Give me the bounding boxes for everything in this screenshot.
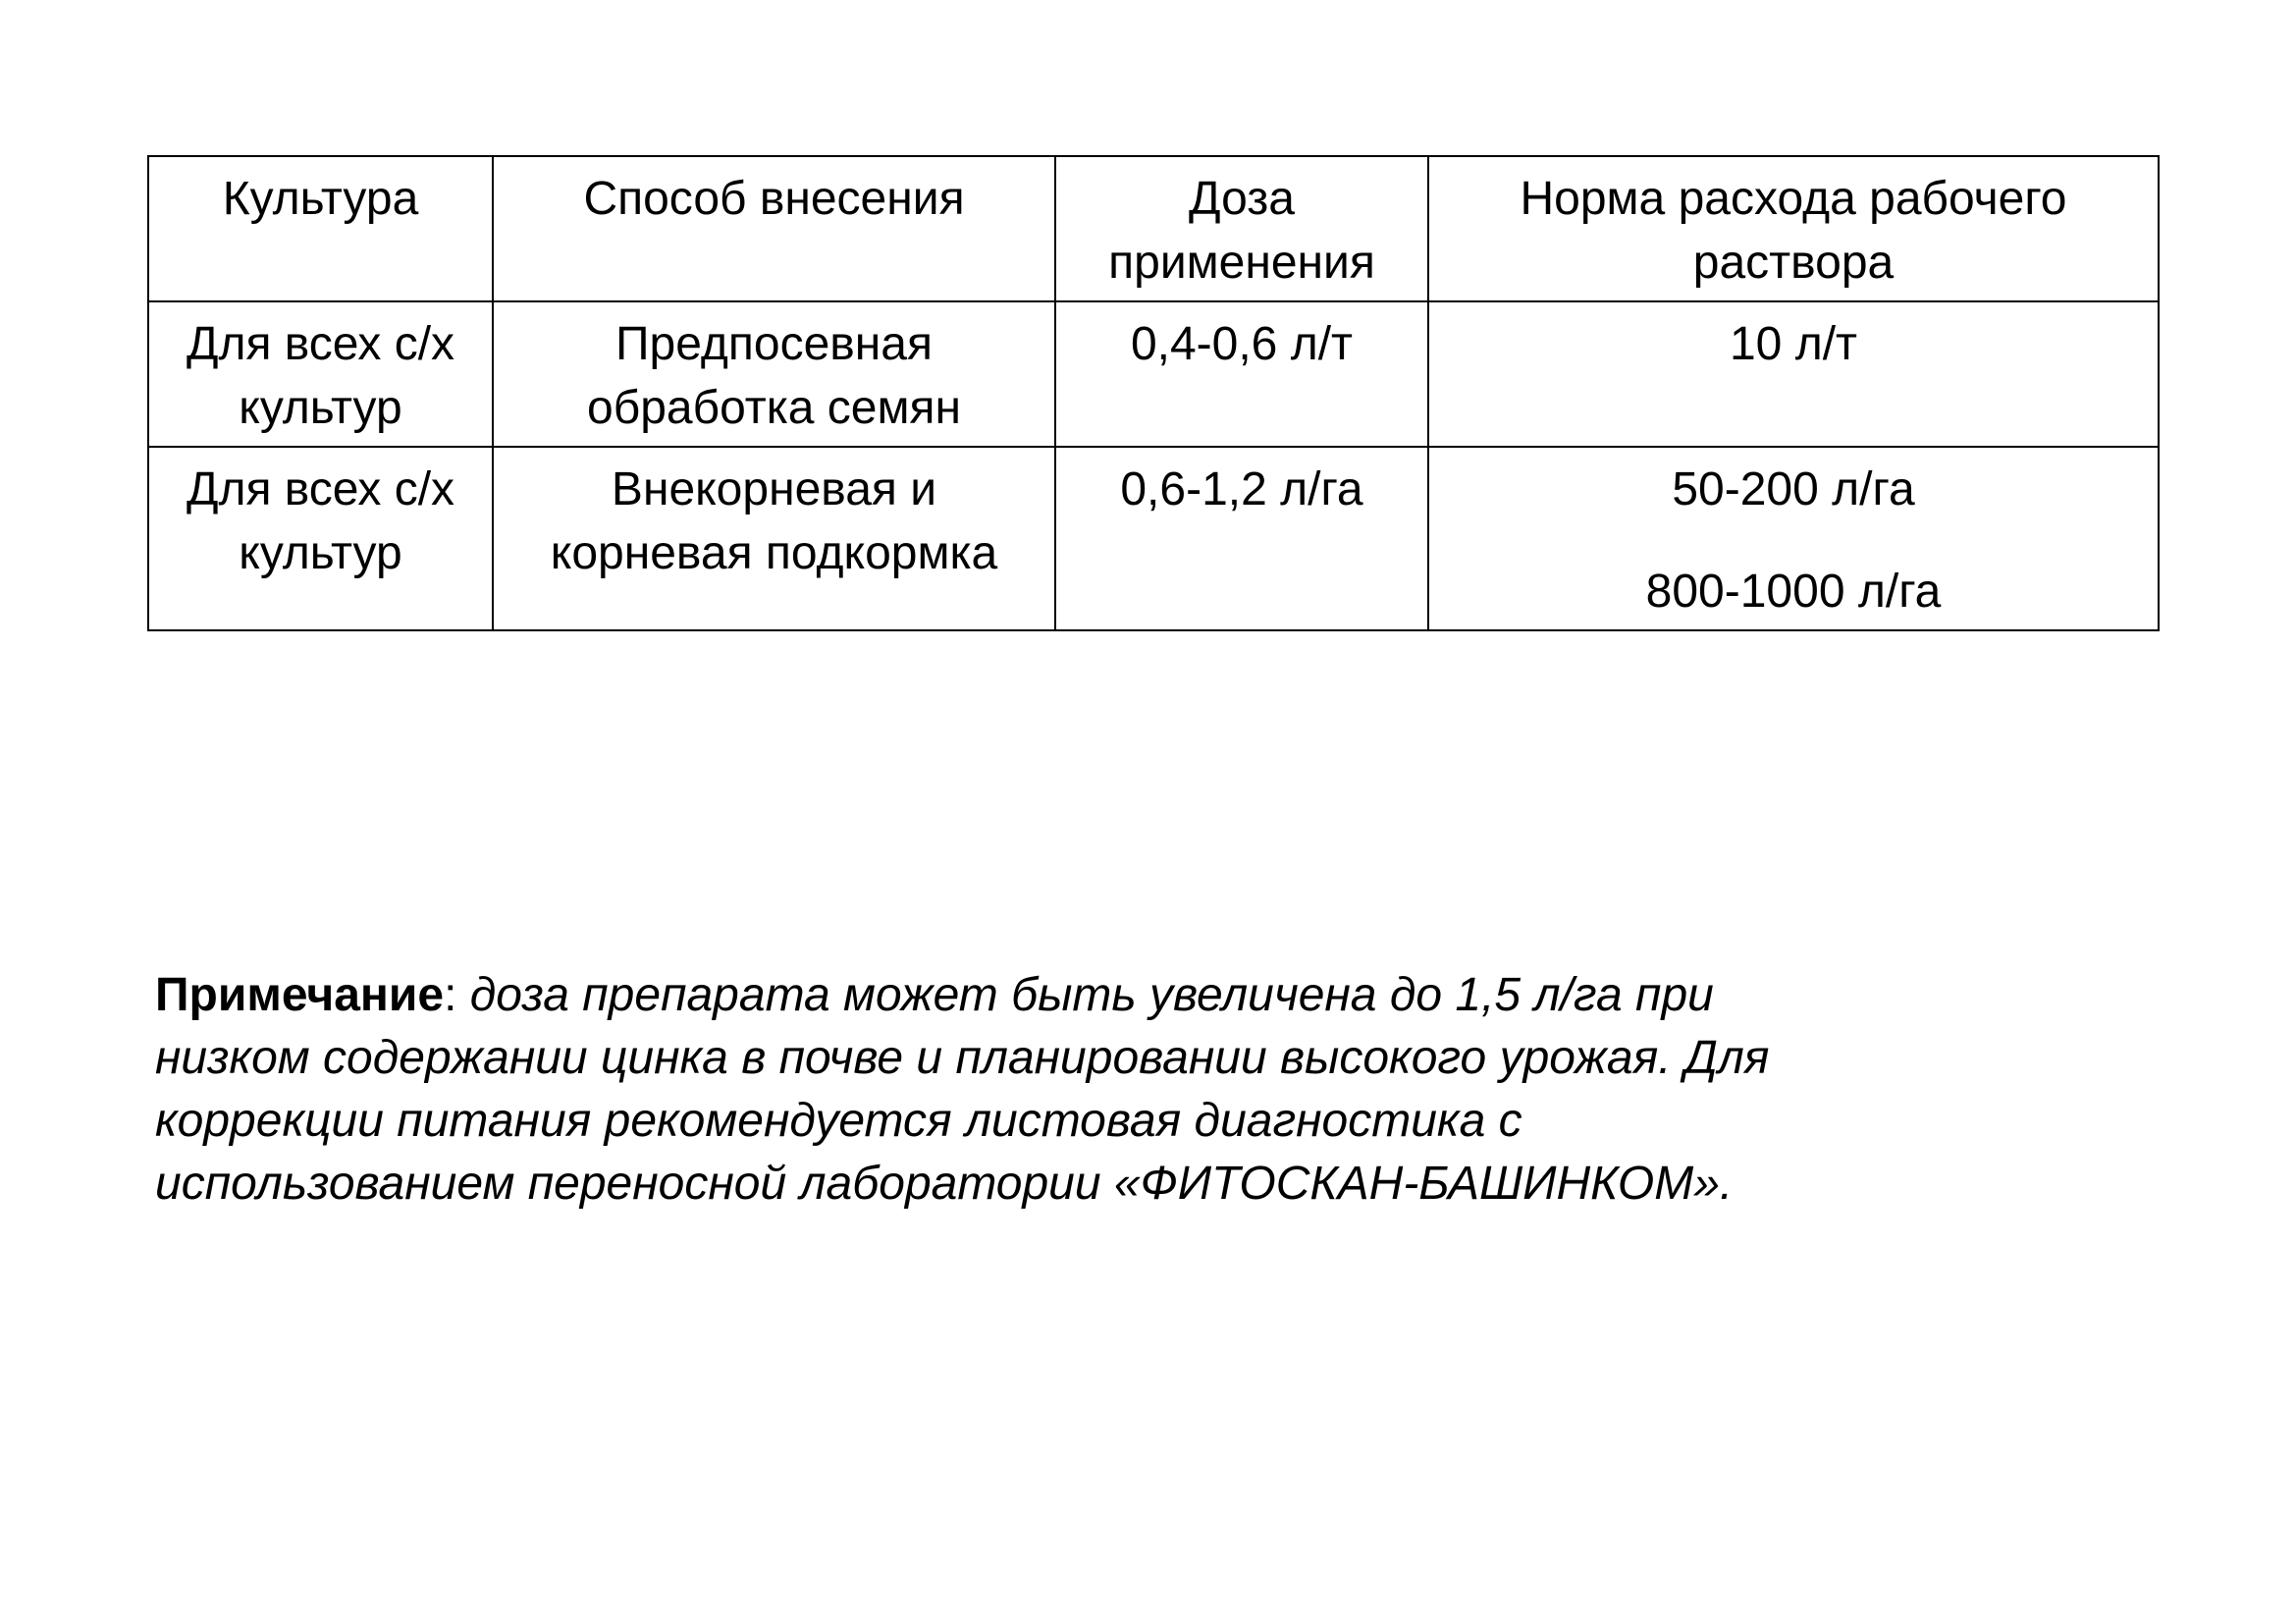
header-method: Способ внесения bbox=[493, 156, 1055, 301]
cell-method: Предпосевная обработка семян bbox=[493, 301, 1055, 447]
note-label: Примечание bbox=[155, 969, 445, 1021]
note-line: коррекции питания рекомендуется листовая диагностика с bbox=[155, 1095, 1522, 1147]
note-paragraph bbox=[155, 964, 2118, 1216]
cell-culture: Для всех с/х культур bbox=[148, 447, 493, 630]
note-line bbox=[155, 964, 2118, 1027]
cell-solution-rate: 10 л/т bbox=[1428, 301, 2159, 447]
header-dose: Доза применения bbox=[1055, 156, 1428, 301]
note-line: низком содержании цинка в почве и планировании высокого урожая. Для bbox=[155, 1032, 1770, 1084]
note-line: использованием переносной лаборатории «ФИТОСКАН-БАШИНКОМ». bbox=[155, 1158, 1734, 1210]
header-culture: Культура bbox=[148, 156, 493, 301]
cell-solution-rate: 50-200 л/га 800-1000 л/га bbox=[1428, 447, 2159, 630]
cell-dose: 0,4-0,6 л/т bbox=[1055, 301, 1428, 447]
table-row bbox=[148, 301, 2159, 447]
table-header-row bbox=[148, 156, 2159, 301]
cell-dose: 0,6-1,2 л/га bbox=[1055, 447, 1428, 630]
note-separator: : bbox=[444, 969, 457, 1021]
note-text: доза препарата может быть увеличена до 1,5 л/га при bbox=[456, 969, 1714, 1021]
table-row bbox=[148, 447, 2159, 630]
application-table bbox=[147, 155, 2160, 631]
header-solution-rate: Норма расхода рабочего раствора bbox=[1428, 156, 2159, 301]
cell-culture: Для всех с/х культур bbox=[148, 301, 493, 447]
cell-method: Внекорневая и корневая подкормка bbox=[493, 447, 1055, 630]
